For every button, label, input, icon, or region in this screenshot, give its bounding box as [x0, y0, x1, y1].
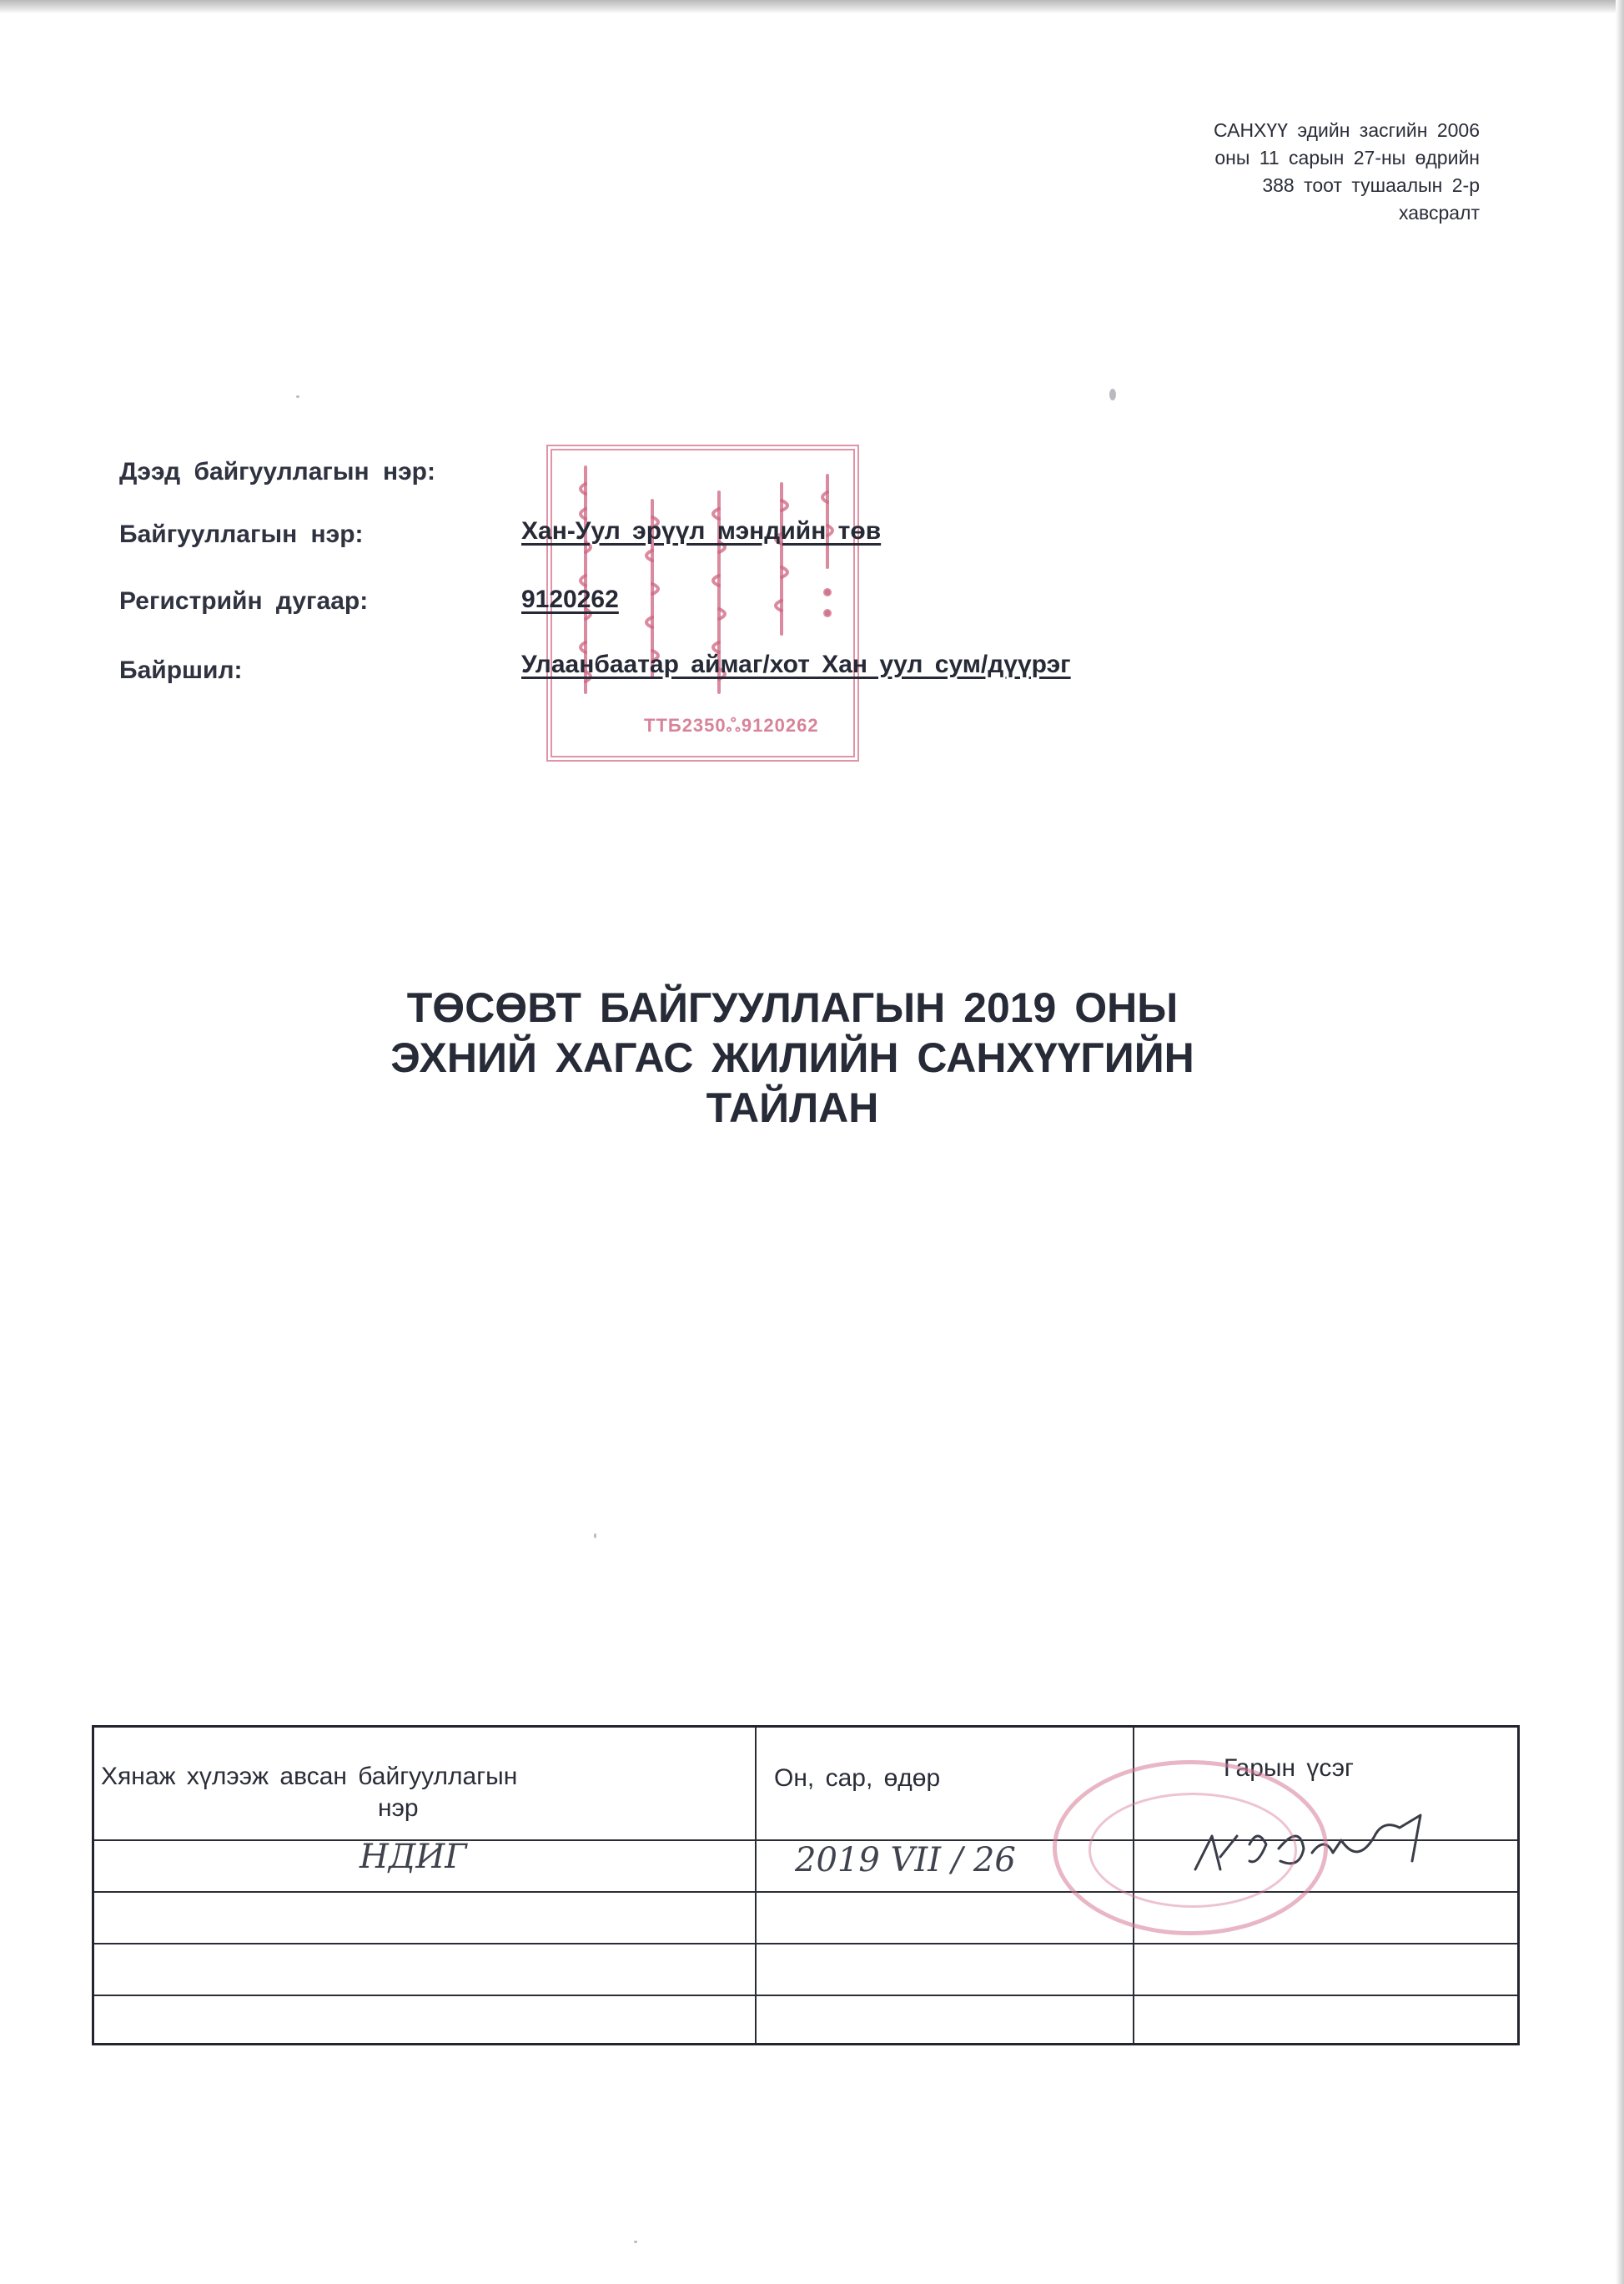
table-row-divider — [94, 1943, 1517, 1944]
handwritten-date: 2019 VII / 26 — [795, 1841, 1016, 1879]
registry-number-value: 9120262 — [521, 586, 619, 613]
annex-line-4: хавсралт — [1398, 202, 1480, 224]
scan-edge-right — [1616, 0, 1624, 2284]
annex-line-3: 388 тоот тушаалын 2-р — [1262, 174, 1480, 196]
stamp-code — [644, 715, 819, 739]
report-title-line-2: ЭХНИЙ ХАГАС ЖИЛИЙН САНХҮҮГИЙН — [390, 1034, 1194, 1081]
header-signature: Гарын үсэг — [1224, 1754, 1354, 1782]
report-title — [292, 983, 1293, 1133]
header-org-name-line-1: Хянаж хүлээж авсан байгууллагын — [101, 1763, 518, 1790]
stamp-code-number: 9120262 — [741, 715, 819, 736]
scan-speck — [634, 2241, 637, 2243]
organization-name-value: Хан-Уул эрүүл мэндийн төв — [521, 517, 882, 545]
stamp-seal-glyph: ஃ — [726, 715, 742, 736]
annex-line-1: САНХҮҮ эдийн засгийн 2006 — [1214, 119, 1480, 141]
report-title-line-1: ТӨСӨВТ БАЙГУУЛЛАГЫН 2019 ОНЫ — [406, 984, 1179, 1031]
acceptance-stamp — [1053, 1760, 1328, 1935]
annex-line-2: оны 11 сарын 27-ны өдрийн — [1214, 147, 1480, 169]
table-row-divider — [94, 1995, 1517, 1996]
header-org-name-line-2: нэр — [378, 1794, 419, 1822]
acceptance-stamp-inner-ring — [1089, 1793, 1297, 1908]
scan-speck — [594, 1533, 596, 1538]
report-title-line-3: ТАЙЛАН — [706, 1084, 879, 1131]
handwritten-org-name: НДИГ — [359, 1838, 467, 1876]
parent-organization-label: Дээд байгууллагын нэр: — [119, 458, 435, 485]
registry-number-label: Регистрийн дугаар: — [119, 587, 369, 615]
annex-reference — [1084, 117, 1480, 227]
scan-speck — [296, 395, 299, 398]
scan-speck — [1109, 389, 1116, 400]
stamp-code-prefix: ТТБ2350 — [644, 715, 727, 736]
scan-edge-top — [0, 0, 1624, 13]
location-value: Улаанбаатар аймаг/хот Хан уул сум/дүүрэг — [521, 651, 1071, 678]
header-date: Он, сар, өдөр — [774, 1764, 941, 1792]
location-label: Байршил: — [119, 657, 243, 684]
organization-name-label: Байгууллагын нэр: — [119, 521, 364, 548]
